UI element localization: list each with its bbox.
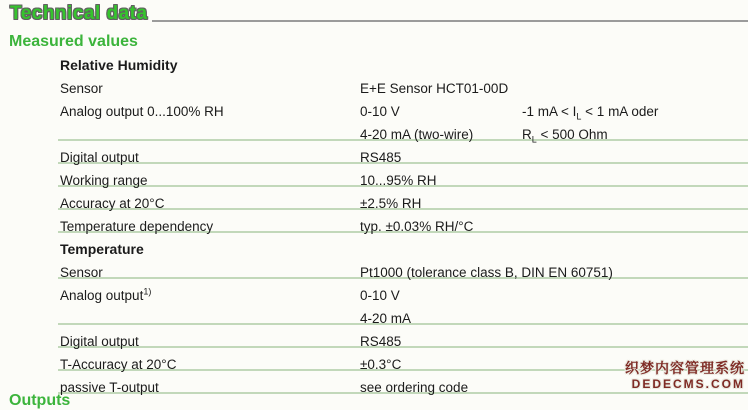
spec-value: 4-20 mA xyxy=(360,311,412,326)
spec-row-t-analog-output-line1 xyxy=(60,286,748,309)
spec-row-rh-temperature-dependency xyxy=(60,217,748,240)
subsection-heading-temperature xyxy=(60,240,748,263)
spec-row-rh-sensor xyxy=(60,79,748,102)
spec-label: Digital output xyxy=(60,334,139,349)
spec-label: Digital output xyxy=(60,150,139,165)
dedecms-watermark xyxy=(625,361,745,391)
spec-row-rh-analog-output-line2 xyxy=(60,125,748,148)
spec-table xyxy=(60,56,748,401)
spec-value: Pt1000 (tolerance class B, DIN EN 60751) xyxy=(360,265,613,280)
subsection-heading-relative-humidity xyxy=(60,56,748,79)
spec-row-t-digital-output xyxy=(60,332,748,355)
spec-value: 0-10 V xyxy=(360,288,400,303)
section-heading-measured-values: Measured values xyxy=(9,33,138,50)
spec-label: Accuracy at 20°C xyxy=(60,196,165,211)
subsection-title: Temperature xyxy=(60,241,144,257)
spec-value: ±2.5% RH xyxy=(360,196,422,211)
spec-value: 10...95% RH xyxy=(360,173,437,188)
watermark-domain-text: DEDECMS.COM xyxy=(631,377,745,391)
next-section-heading-clipped: Outputs xyxy=(9,392,71,409)
spec-label: passive T-output xyxy=(60,380,159,395)
spec-row-t-analog-output-line2 xyxy=(60,309,748,332)
spec-value: ±0.3°C xyxy=(360,357,402,372)
spec-value: see ordering code xyxy=(360,380,469,395)
spec-value: typ. ±0.03% RH/°C xyxy=(360,219,474,234)
spec-label: Sensor xyxy=(60,81,103,96)
spec-row-rh-digital-output xyxy=(60,148,748,171)
spec-label: T-Accuracy at 20°C xyxy=(60,357,177,372)
spec-row-rh-analog-output-line1 xyxy=(60,102,748,125)
spec-label: Analog output$^{1)}$ xyxy=(60,286,152,303)
spec-note: $R_L < 500$ Ohm xyxy=(522,127,608,145)
page-title: Technical data xyxy=(10,3,148,24)
spec-value: E+E Sensor HCT01-00D xyxy=(360,81,509,96)
spec-value: 4-20 mA (two-wire) xyxy=(360,127,474,142)
spec-label: Analog output 0...100% RH xyxy=(60,104,224,119)
spec-row-rh-accuracy xyxy=(60,194,748,217)
spec-label: Working range xyxy=(60,173,148,188)
watermark-cjk-text: 织梦内容管理系统 xyxy=(625,360,745,376)
spec-row-rh-working-range xyxy=(60,171,748,194)
title-row xyxy=(10,3,748,24)
title-underline-rule xyxy=(152,20,748,22)
spec-label: Sensor xyxy=(60,265,103,280)
spec-label: Temperature dependency xyxy=(60,219,214,234)
spec-value: 0-10 V xyxy=(360,104,400,119)
spec-value: RS485 xyxy=(360,150,402,165)
subsection-title: Relative Humidity xyxy=(60,57,178,73)
spec-value: RS485 xyxy=(360,334,402,349)
footnote-marker: 1) xyxy=(143,286,152,297)
spec-note: -1 mA < $I_L < 1$ mA oder xyxy=(522,104,659,122)
spec-row-t-sensor xyxy=(60,263,748,286)
